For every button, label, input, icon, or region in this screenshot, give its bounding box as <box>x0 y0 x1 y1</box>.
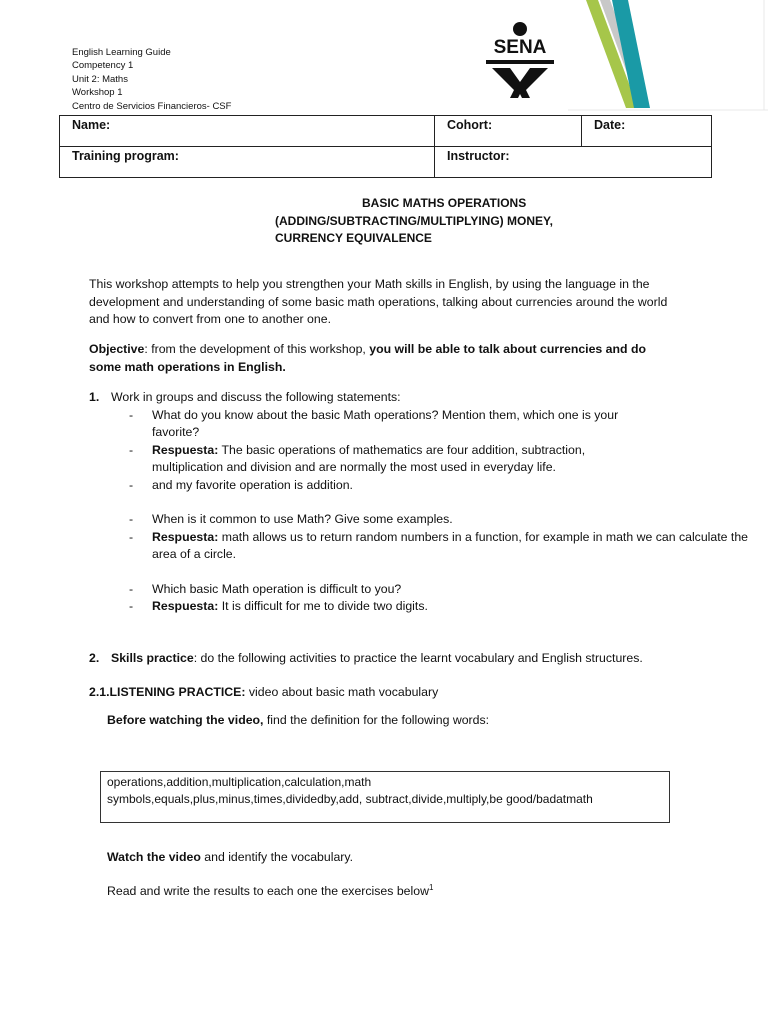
before-label: Before watching the video, <box>107 713 264 727</box>
vocabulary-line: operations,addition,multiplication,calculation,math <box>107 775 372 789</box>
section-number: 2. <box>89 651 100 665</box>
list-item: - and my favorite operation is addition. <box>129 477 353 492</box>
list-item: - Respuesta: It is difficult for me to divide two digits. <box>129 599 428 613</box>
read-text: Read and write the results to each one the exercises below <box>107 884 429 899</box>
title-line: CURRENCY EQUIVALENCE <box>275 231 432 245</box>
read-instruction <box>107 879 768 901</box>
section-2 <box>89 650 768 668</box>
before-text: find the definition for the following words: <box>263 713 490 727</box>
section-label: Skills practice <box>111 651 194 665</box>
list-item: - Respuesta: The basic operations of mathematics are four addition, subtraction, multiplication and division and are normally the most used in everyday life. <box>129 442 586 474</box>
training-program-cell[interactable]: Training program: <box>60 147 435 178</box>
header-line: Unit 2: Maths <box>72 73 128 85</box>
watch-text: and identify the vocabulary. <box>200 850 354 864</box>
section-label: LISTENING PRACTICE: <box>109 685 246 699</box>
bullet-list <box>89 511 768 564</box>
name-cell[interactable]: Name: <box>60 116 435 147</box>
header-line: Centro de Servicios Financieros- CSF <box>72 100 232 112</box>
title-line: BASIC MATHS OPERATIONS <box>362 196 527 210</box>
sena-logo <box>482 20 558 100</box>
intro-paragraph: This workshop attempts to help you strengthen your Math skills in English, by using the language in the development and understanding of some basic math operations, talking about currencies around the world and how to convert from one to another one. <box>89 277 668 326</box>
watch-instruction <box>107 849 768 867</box>
date-cell[interactable]: Date: <box>582 116 712 147</box>
title-line: (ADDING/SUBTRACTING/MULTIPLYING) MONEY, <box>275 213 553 228</box>
section-text: : do the following activities to practice the learnt vocabulary and English structures. <box>193 651 643 665</box>
section-heading: Work in groups and discuss the following statements: <box>111 390 401 404</box>
footnote-marker[interactable]: 1 <box>428 883 434 892</box>
document-header <box>72 46 231 113</box>
section-1 <box>89 389 768 616</box>
vocabulary-line: symbols,equals,plus,minus,times,dividedby,add, subtract,divide,multiply,be good/badatmath <box>107 792 593 806</box>
vocabulary-box <box>100 771 670 823</box>
objective-paragraph <box>89 341 679 376</box>
bullet-list <box>89 581 768 616</box>
cohort-cell[interactable]: Cohort: <box>435 116 582 147</box>
section-text: video about basic math vocabulary <box>245 685 439 699</box>
logo-text: SENA <box>493 37 547 58</box>
bullet-list <box>89 407 768 495</box>
section-2-1 <box>89 684 768 702</box>
list-item: - Which basic Math operation is difficult to you? <box>129 581 402 596</box>
section-number: 2.1. <box>89 685 110 699</box>
header-line: English Learning Guide <box>72 47 171 58</box>
objective-bold-text: you will be able to talk about currencies and do some math operations in English. <box>89 342 646 374</box>
list-item: - When is it common to use Math? Give some examples. <box>129 512 453 526</box>
objective-label: Objective <box>89 342 145 356</box>
list-item: - Respuesta: math allows us to return random numbers in a function, for example in math we can calculate the area of a circle. <box>129 529 749 561</box>
objective-text: : from the development of this workshop, <box>144 342 370 356</box>
header-line: Workshop 1 <box>72 87 123 99</box>
decorative-stripes <box>568 0 768 112</box>
instructor-cell[interactable]: Instructor: <box>435 147 712 178</box>
document-title <box>200 195 620 248</box>
student-info-table <box>59 115 712 178</box>
before-instruction <box>107 712 768 730</box>
watch-label: Watch the video <box>107 850 201 864</box>
list-item: - What do you know about the basic Math operations? Mention them, which one is your favorite? <box>129 407 619 439</box>
header-line: Competency 1 <box>72 60 134 72</box>
section-number: 1. <box>89 390 100 404</box>
